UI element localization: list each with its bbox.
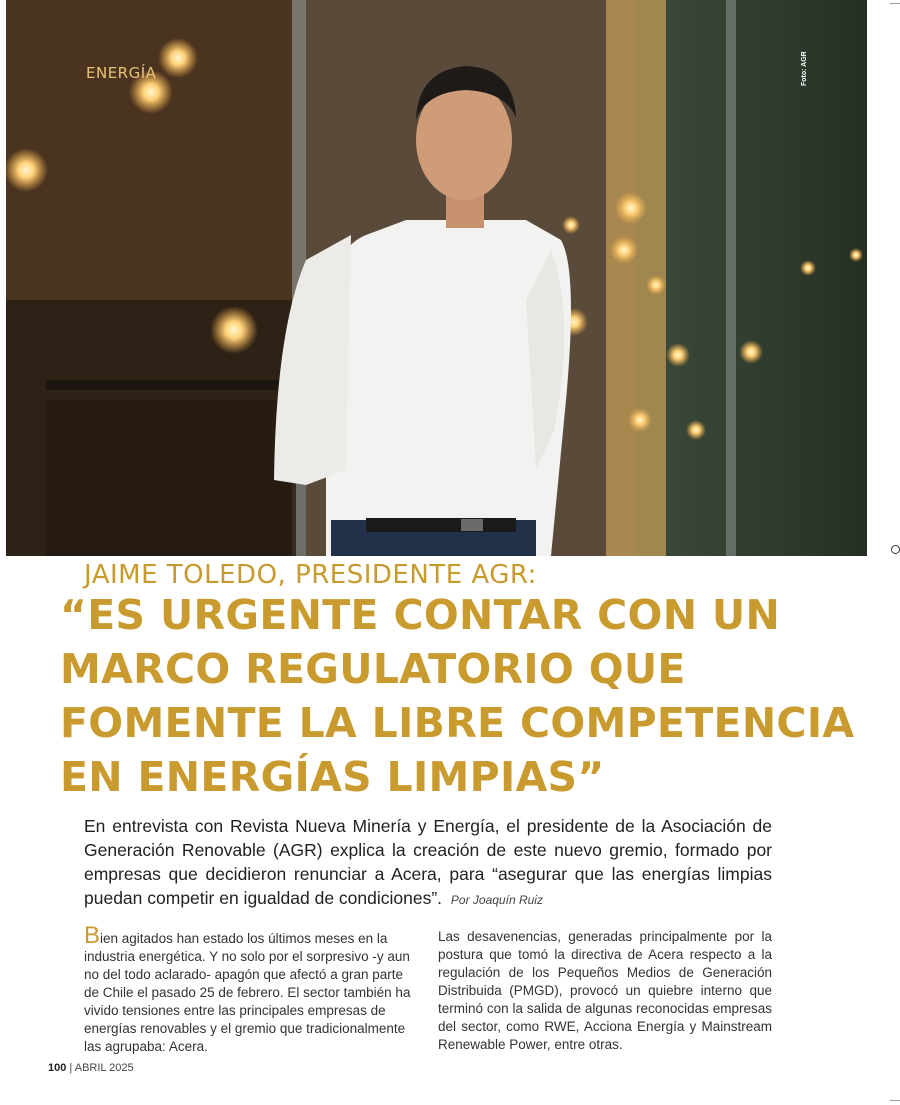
- photo-credit: Foto: AGR: [801, 51, 808, 86]
- hero-photo: [6, 0, 867, 556]
- headline-line: FOMENTE LA LIBRE COMPETENCIA: [60, 699, 855, 747]
- crop-mark-bottom: [890, 1100, 900, 1101]
- article-headline: [60, 588, 855, 804]
- issue-date: ABRIL 2025: [74, 1062, 134, 1074]
- body-column-2: [438, 928, 772, 1054]
- column-1-text: ien agitados han estado los últimos meses en la industria energética. Y no solo por el sorpresivo -y aun no del todo aclarado- apagón que afectó a gran parte de Chile el pasado 25 de febrero. El sector también ha vivido tensiones entre las principales empresas de energías renovables y el gremio que tradicionalmente las agrupaba: Acera.: [84, 931, 411, 1054]
- drop-cap: B: [84, 922, 101, 949]
- footer-separator: |: [69, 1062, 73, 1074]
- registration-mark: [891, 545, 900, 554]
- article-lead: [84, 814, 772, 912]
- headline-line: EN ENERGÍAS LIMPIAS”: [60, 753, 605, 801]
- page-number: 100: [48, 1062, 67, 1074]
- column-2-text: Las desavenencias, generadas principalmente por la postura que tomó la directiva de Acera respecto a la regulación de los Pequeños Medios de Generación Distribuida (PMGD), provocó un quiebre interno que terminó con la salida de algunas reconocidas empresas del sector, como RWE, Acciona Energía y Mainstream Renewable Power, entre otras.: [438, 929, 772, 1052]
- section-label: ENERGÍA: [86, 64, 157, 82]
- byline: Por Joaquín Ruiz: [450, 893, 543, 907]
- lead-text: En entrevista con Revista Nueva Minería y Energía, el presidente de la Asociación de Generación Renovable (AGR) explica la creación de este nuevo gremio, formado por empresas que decidieron renunciar a Acera, para “asegurar que las energías limpias puedan competir en igualdad de condiciones”.: [84, 816, 772, 908]
- body-column-1: [84, 922, 418, 1056]
- page-footer: [48, 1062, 134, 1074]
- photo-illustration: [6, 0, 867, 556]
- headline-line: “ES URGENTE CONTAR CON UN: [60, 591, 781, 639]
- crop-mark-top: [890, 3, 900, 4]
- headline-line: MARCO REGULATORIO QUE: [60, 645, 686, 693]
- article-kicker: JAIME TOLEDO, PRESIDENTE AGR:: [84, 560, 537, 590]
